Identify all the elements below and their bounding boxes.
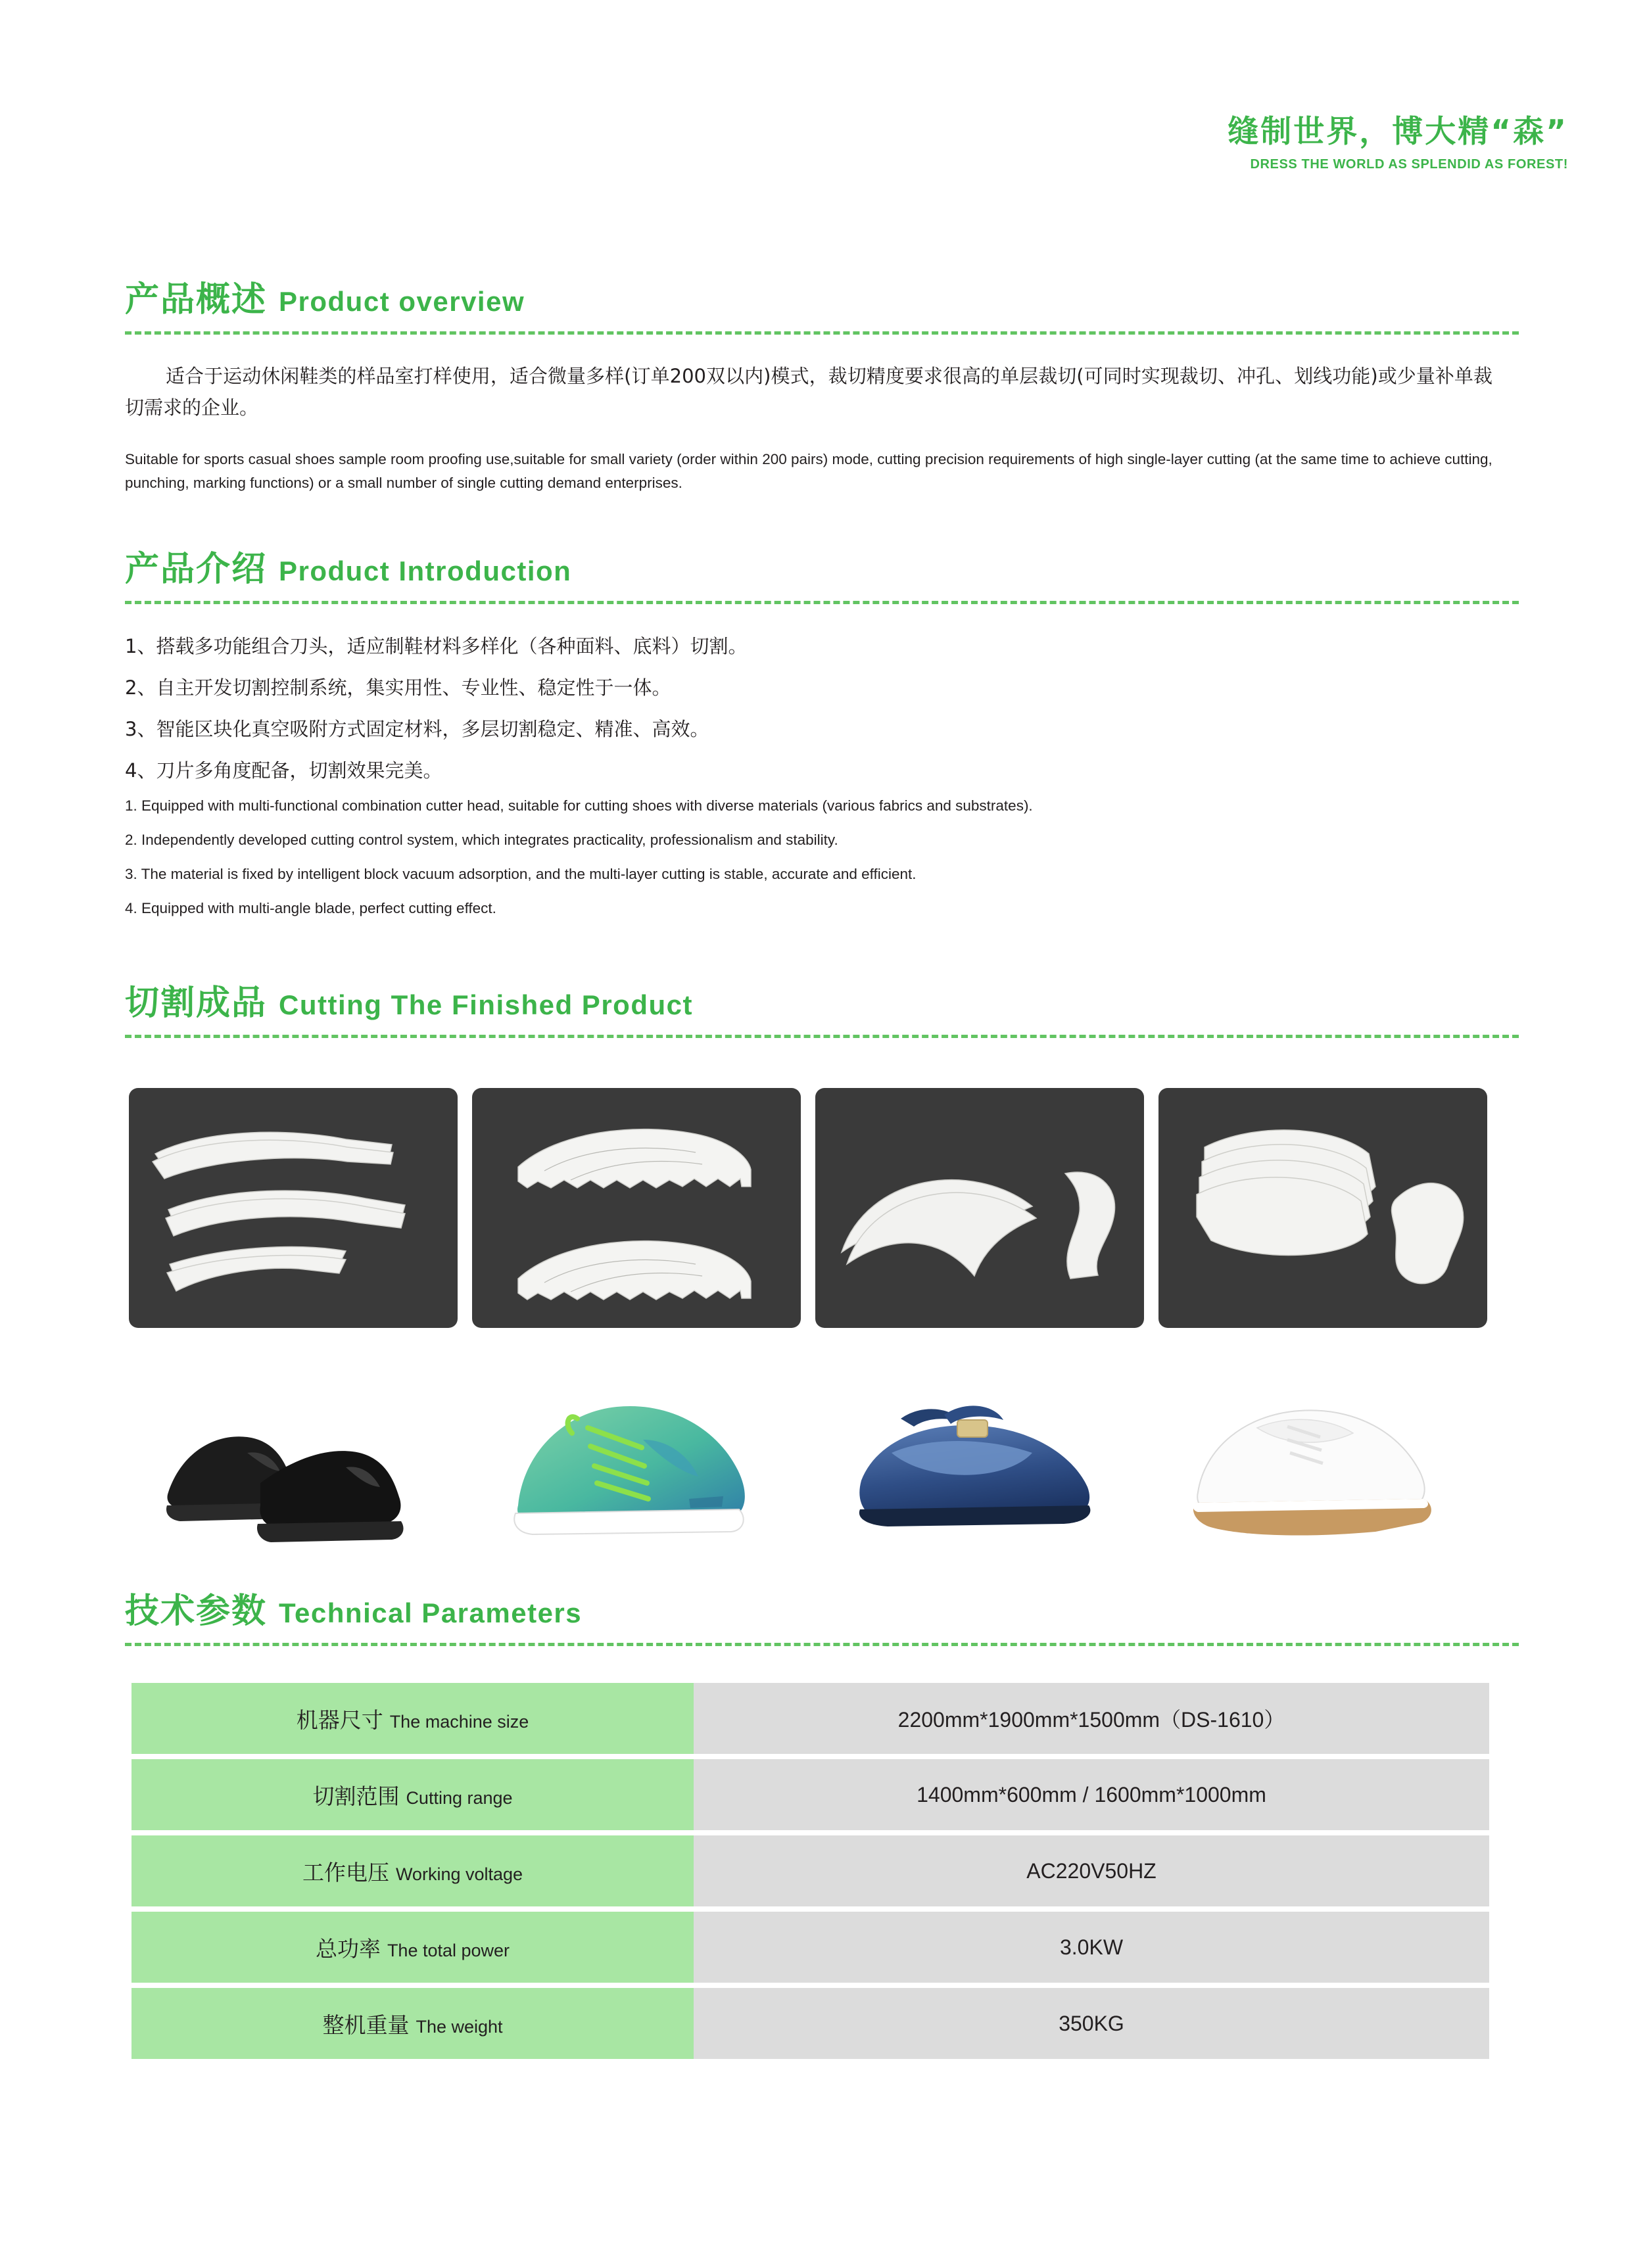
introduction-chinese-list <box>125 632 1522 783</box>
cut-parts-soles-photo <box>129 1088 458 1328</box>
blue-flat-shoe-photo <box>815 1341 1144 1581</box>
table-row <box>131 1912 1489 1983</box>
header-slogan <box>1228 115 1568 172</box>
table-cell-value: 350KG <box>694 1988 1489 2059</box>
label-cn: 整机重量 <box>322 2012 410 2038</box>
table-cell-value: 2200mm*1900mm*1500mm（DS-1610） <box>694 1683 1489 1754</box>
table-row <box>131 1683 1489 1754</box>
slogan-english: DRESS THE WORLD AS SPLENDID AS FOREST! <box>1250 156 1568 172</box>
divider-dashed <box>125 1035 1519 1038</box>
table-cell-label <box>131 1835 694 1906</box>
label-en: Working voltage <box>395 1864 523 1884</box>
nurse-shoe-illustration <box>1158 1341 1487 1581</box>
flat-shoe-illustration <box>815 1341 1144 1581</box>
section-cutting-finished-product <box>125 983 1522 1038</box>
table-cell-label <box>131 1759 694 1830</box>
list-item: 1、搭载多功能组合刀头，适应制鞋材料多样化（各种面料、底料）切割。 <box>125 635 748 657</box>
label-en: The total power <box>387 1940 510 1960</box>
slogan-chinese: 缝制世界，博大精“森” <box>1228 114 1568 150</box>
divider-dashed <box>125 601 1519 604</box>
section-technical-parameters <box>125 1594 1522 1646</box>
label-en: The machine size <box>389 1711 529 1732</box>
section-heading <box>125 280 1522 319</box>
table-cell-value: 3.0KW <box>694 1912 1489 1983</box>
cut-parts-curved-photo <box>815 1088 1144 1328</box>
label-cn: 总功率 <box>315 1935 381 1962</box>
label-cn: 机器尺寸 <box>296 1707 383 1733</box>
table-cell-label <box>131 1683 694 1754</box>
section-title-cn: 切割成品 <box>125 983 268 1023</box>
section-title-cn: 产品介绍 <box>125 550 268 589</box>
list-item: 4. Equipped with multi-angle blade, perfect cutting effect. <box>125 900 496 916</box>
uppers-illustration <box>472 1088 801 1328</box>
soles-illustration <box>129 1088 458 1328</box>
label-en: The weight <box>416 2016 503 2037</box>
divider-dashed <box>125 331 1519 335</box>
list-item: 3、智能区块化真空吸附方式固定材料，多层切割稳定、精准、高效。 <box>125 718 709 740</box>
section-title-en: Technical Parameters <box>279 1597 583 1628</box>
table-row <box>131 1835 1489 1906</box>
introduction-english-list <box>125 797 1522 917</box>
white-nurse-shoe-photo <box>1158 1341 1487 1581</box>
black-shoes-illustration <box>129 1341 458 1581</box>
divider-dashed <box>125 1643 1519 1646</box>
black-leather-shoes-photo <box>129 1341 458 1581</box>
table-row <box>131 1759 1489 1830</box>
list-item: 4、刀片多角度配备，切割效果完美。 <box>125 759 442 782</box>
sneaker-illustration <box>472 1341 801 1581</box>
section-heading <box>125 550 1522 589</box>
section-product-introduction <box>125 552 1522 934</box>
technical-parameters-table <box>131 1678 1489 2064</box>
section-title-en: Product overview <box>279 286 525 317</box>
section-heading <box>125 983 1522 1023</box>
section-title-cn: 技术参数 <box>125 1592 268 1631</box>
label-cn: 工作电压 <box>302 1859 389 1885</box>
overview-chinese-text: 适合于运动休闲鞋类的样品室打样使用，适合微量多样(订单200双以内)模式，裁切精度要求很高的单层裁切(可同时实现裁切、冲孔、划线功能)或少量补单裁切需求的企业。 <box>125 365 1492 419</box>
section-title-cn: 产品概述 <box>125 280 268 319</box>
table-row <box>131 1988 1489 2059</box>
stacked-parts-illustration <box>1158 1088 1487 1328</box>
table-cell-label <box>131 1912 694 1983</box>
table-cell-value: 1400mm*600mm / 1600mm*1000mm <box>694 1759 1489 1830</box>
list-item: 3. The material is fixed by intelligent block vacuum adsorption, and the multi-layer cutting is stable, accurate and efficient. <box>125 866 917 882</box>
list-item: 2、自主开发切割控制系统，集实用性、专业性、稳定性于一体。 <box>125 676 671 699</box>
label-cn: 切割范围 <box>312 1783 400 1809</box>
green-denim-sneaker-photo <box>472 1341 801 1581</box>
photo-row-finished-shoes <box>129 1341 1487 1581</box>
list-item: 2. Independently developed cutting control system, which integrates practicality, professionalism and stability. <box>125 832 838 848</box>
section-title-en: Cutting The Finished Product <box>279 989 693 1020</box>
section-heading <box>125 1592 1522 1631</box>
table-cell-value: AC220V50HZ <box>694 1835 1489 1906</box>
list-item: 1. Equipped with multi-functional combination cutter head, suitable for cutting shoes with diverse materials (various fabrics and substrates). <box>125 797 1033 814</box>
cut-parts-stack-photo <box>1158 1088 1487 1328</box>
section-title-en: Product Introduction <box>279 555 572 586</box>
table-cell-label <box>131 1988 694 2059</box>
label-en: Cutting range <box>406 1787 513 1808</box>
photo-row-cut-parts <box>129 1088 1487 1328</box>
section-product-overview <box>125 280 1522 495</box>
overview-english-text: Suitable for sports casual shoes sample room proofing use,suitable for small variety (order within 200 pairs) mode, cutting precision requirements of high single-layer cutting (at the same time to achieve cutting, punching, marking functions) or a small number of single cutting demand enterprises. <box>125 450 1492 491</box>
curved-parts-illustration <box>815 1088 1144 1328</box>
cut-parts-uppers-photo <box>472 1088 801 1328</box>
